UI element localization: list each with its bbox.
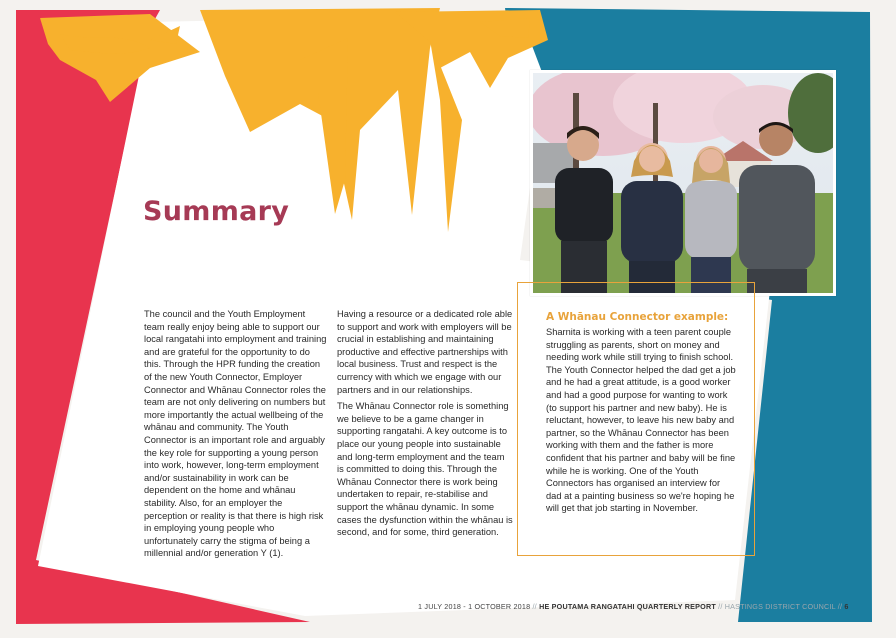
page-title: Summary	[143, 196, 290, 227]
team-photo	[530, 70, 836, 296]
middle-paragraph-2: The Whānau Connector role is something we believe to be a game changer in supporting rangatahi. A key outcome is to place our young people into sustainable and long-term employment and the team is committed to doing this. Through the Whānau Connector there is work being undertaken to repair, re-stabilise and support the whānau dynamic. In some cases the dysfunction within the whānau is second, and for some, third generation.	[337, 401, 513, 538]
left-text-column	[144, 308, 327, 564]
left-paragraph: The council and the Youth Employment team really enjoy being able to support our local rangatahi into employment and training and are grateful for the opportunity to do this. Through the HPR funding the creation of the new Youth Connector, Employer Connector and Whānau Connector roles the team are not only delivering on numbers but more importantly the actual wellbeing of the whānau and community. The Youth Connector is an important role and arguably the key role for supporting a young person into work, however, long-term employment and/or sustainability in work can be dependent on the home and whānau stability. Also, for an employer the perception or reality is that there is high risk in employing young people who unfortunately carry the stigma of being a millennial and/or generation Y (1).	[144, 309, 327, 559]
example-title: A Whānau Connector example:	[546, 311, 729, 323]
example-body: Sharnita is working with a teen parent couple struggling as parents, short on money and needing work while still trying to finish school. The Youth Connector helped the dad get a job and he had a great attitude, is a good worker and had a good purpose for wanting to work (to support his partner and new baby). He is reluctant, however, to leave his new baby and partner, so the Whānau Connector has been working with them and the father is more confident that his partner and baby will be fine while he is working. One of the Youth Connectors has organised an interview for dad at a painting business so we're hoping he will get that job starting in November.	[546, 327, 736, 514]
middle-paragraph-1: Having a resource or a dedicated role able to support and work with employers will be crucial in establishing and maintaining productive and effective partnerships with local business. Trust and respect is the currency with which we engage with our partners and in our relationships.	[337, 309, 513, 395]
footer-organisation: HASTINGS DISTRICT COUNCIL	[724, 602, 836, 611]
footer-page-number: 6	[844, 602, 849, 611]
footer-separator-2: //	[718, 602, 723, 611]
page-footer	[418, 602, 849, 611]
middle-text-column	[337, 308, 513, 543]
team-photo-illustration	[533, 73, 833, 293]
footer-separator-1: //	[532, 602, 537, 611]
footer-separator-3: //	[837, 602, 843, 611]
footer-report-title: HE POUTAMA RANGATAHI QUARTERLY REPORT	[539, 602, 716, 611]
footer-dates: 1 JULY 2018 - 1 OCTOBER 2018	[418, 602, 531, 611]
